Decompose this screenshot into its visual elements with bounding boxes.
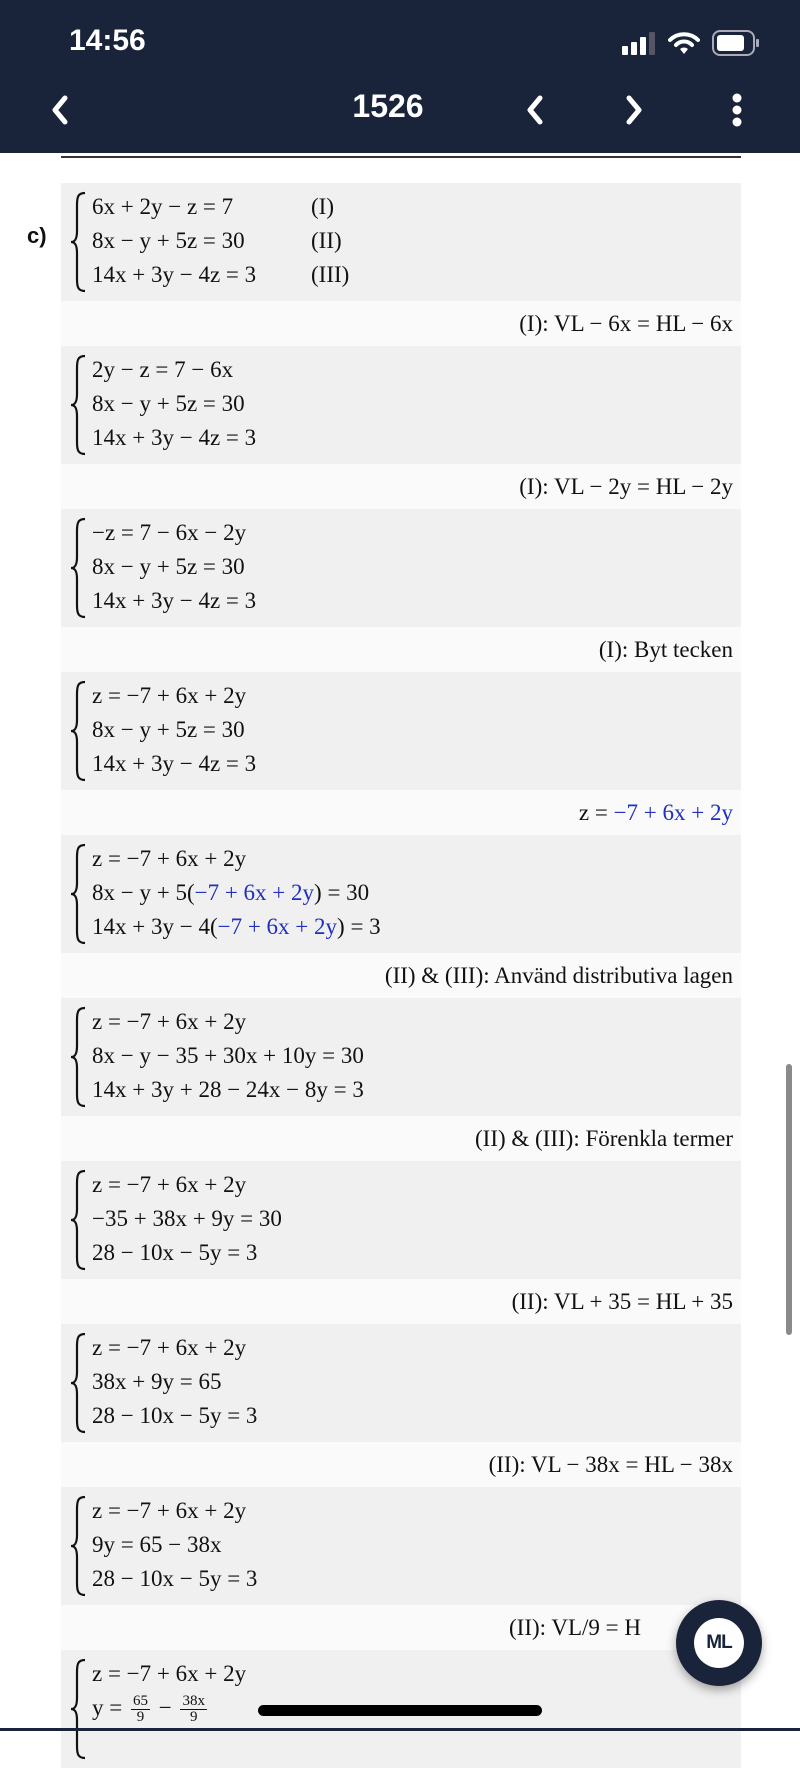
brace-icon xyxy=(69,354,87,456)
equation-line xyxy=(92,516,256,550)
equation-tag: (I) xyxy=(311,194,334,219)
equation-line xyxy=(92,1562,257,1596)
equation-text: 8x − y + 5( xyxy=(92,880,195,905)
scrollbar[interactable] xyxy=(786,1064,792,1335)
caption-text: (II): VL/9 = H xyxy=(509,1615,641,1640)
equation xyxy=(92,1365,221,1399)
fraction-denominator: 9 xyxy=(189,1709,198,1726)
equation xyxy=(92,258,297,292)
caption-text: (I): VL − 6 xyxy=(519,311,620,336)
equation-line xyxy=(92,679,256,713)
equation-text: z = −7 + 6x + 2y xyxy=(92,1009,247,1034)
equation-text: − xyxy=(152,1694,178,1720)
equation xyxy=(92,1331,246,1365)
equation-text: 14x + 3y − 4z = 3 xyxy=(92,751,257,776)
equation xyxy=(92,1202,282,1236)
equation-text: z = −7 + 6x + 2y xyxy=(92,1172,247,1197)
step-caption xyxy=(61,1279,741,1324)
more-options-button[interactable] xyxy=(722,92,752,128)
signal-icon xyxy=(622,31,656,55)
equation-lines xyxy=(92,1331,257,1433)
equation-text: z = −7 + 6x + 2y xyxy=(92,1335,247,1360)
caption-text: x xyxy=(721,311,733,336)
brace-icon xyxy=(69,517,87,619)
page-title: 1526 xyxy=(352,88,424,124)
fraction xyxy=(180,1694,207,1725)
caption-text: (I): Byt tecken xyxy=(598,637,733,662)
equation-line xyxy=(92,1494,257,1528)
problem-label: c) xyxy=(27,223,47,248)
equation-line xyxy=(92,1528,257,1562)
brace-icon xyxy=(69,1169,87,1271)
caption-text: y xyxy=(721,474,733,499)
equation-text: z = −7 + 6x + 2y xyxy=(92,1498,247,1523)
equation-line xyxy=(92,1657,246,1691)
step-caption xyxy=(61,953,741,998)
caption-text: (I): VL − 2 xyxy=(519,474,620,499)
equation-system xyxy=(61,1487,741,1605)
equation-line xyxy=(92,1365,257,1399)
caption-text: (II): VL + 35 = HL + 35 xyxy=(511,1289,733,1314)
step-caption xyxy=(61,301,741,346)
substituted-expression: −7 + 6x + 2y xyxy=(194,880,315,905)
equation-line xyxy=(92,1691,246,1725)
caption-text: z = xyxy=(578,800,614,825)
caption-text: y xyxy=(619,474,632,499)
equation-text: z = −7 + 6x + 2y xyxy=(92,683,247,708)
equation xyxy=(92,1005,246,1039)
step-caption xyxy=(61,627,741,672)
equation xyxy=(92,1236,257,1270)
equation-text: 8x − y + 5z = 30 xyxy=(92,228,245,253)
step-caption xyxy=(61,1442,741,1487)
equation-system xyxy=(61,1161,741,1279)
equation xyxy=(92,387,245,421)
home-indicator xyxy=(258,1705,542,1716)
equation-tag: (III) xyxy=(311,262,350,287)
equation-text: 2y − z = 7 − 6x xyxy=(92,357,234,382)
battery-icon xyxy=(712,30,760,56)
equation-line xyxy=(92,421,256,455)
equation xyxy=(92,679,246,713)
equation xyxy=(92,910,381,944)
caption-text: (II): VL − 38 xyxy=(488,1452,609,1477)
equation-line xyxy=(92,1073,364,1107)
status-icons xyxy=(622,30,760,56)
equation-text: 8x − y + 5z = 30 xyxy=(92,391,245,416)
equation-text: ) = 3 xyxy=(337,914,381,939)
equation-lines xyxy=(92,1168,282,1270)
brace-icon xyxy=(69,843,87,945)
equation xyxy=(92,1039,364,1073)
equation-text: −35 + 38x + 9y = 30 xyxy=(92,1206,282,1231)
equation-system xyxy=(61,672,741,790)
section-divider xyxy=(61,156,741,158)
equation-text: −z = 7 − 6x − 2y xyxy=(92,520,247,545)
equation-line xyxy=(92,842,381,876)
substituted-expression: −7 + 6x + 2y xyxy=(217,914,338,939)
equation xyxy=(92,876,369,910)
equation-lines xyxy=(92,679,256,781)
equation-system xyxy=(61,346,741,464)
equation-text: 6x + 2y − z = 7 xyxy=(92,194,234,219)
equation-text: 14x + 3y − 4z = 3 xyxy=(92,588,257,613)
step-caption xyxy=(61,464,741,509)
fraction xyxy=(131,1694,150,1725)
equation xyxy=(92,747,256,781)
brace-icon xyxy=(69,1332,87,1434)
equation xyxy=(92,584,256,618)
equation-line xyxy=(92,1236,282,1270)
brace-icon xyxy=(69,1495,87,1597)
equation-text: 28 − 10x − 5y = 3 xyxy=(92,1240,258,1265)
fraction-numerator: 38x xyxy=(182,1693,205,1710)
equation-line xyxy=(92,1168,282,1202)
step-caption xyxy=(61,790,741,835)
caption-text: = HL − 6 xyxy=(631,311,722,336)
equation-system xyxy=(61,1324,741,1442)
equation xyxy=(92,1528,221,1562)
equation-text: 8x − y + 5z = 30 xyxy=(92,554,245,579)
equation-line xyxy=(92,387,256,421)
equation-lines xyxy=(92,516,256,618)
equation-text: 8x − y + 5z = 30 xyxy=(92,717,245,742)
brace-icon xyxy=(69,680,87,782)
equation xyxy=(92,1168,246,1202)
equation-line xyxy=(92,910,381,944)
equation xyxy=(92,1562,257,1596)
equation-text: y = xyxy=(92,1694,128,1720)
equation-line xyxy=(92,1005,364,1039)
equation-line xyxy=(92,550,256,584)
equation-line xyxy=(92,190,349,224)
caption-text: x xyxy=(608,1452,620,1477)
equation-text: 28 − 10x − 5y = 3 xyxy=(92,1566,258,1591)
equation-system xyxy=(61,835,741,953)
equation-text: 28 − 10x − 5y = 3 xyxy=(92,1403,258,1428)
equation-line xyxy=(92,1399,257,1433)
equation-line xyxy=(92,713,256,747)
ml-floating-button[interactable] xyxy=(676,1600,762,1686)
equation-line xyxy=(92,1331,257,1365)
equation xyxy=(92,1494,246,1528)
equation-line xyxy=(92,353,256,387)
equation xyxy=(92,842,246,876)
equation-text: z = −7 + 6x + 2y xyxy=(92,1661,247,1686)
equation-text: 14x + 3y − 4z = 3 xyxy=(92,262,257,287)
equation-tag: (II) xyxy=(311,228,342,253)
equation xyxy=(92,353,233,387)
substituted-expression: −7 + 6x + 2y xyxy=(613,800,733,825)
equation-system xyxy=(27,183,741,301)
equation-line xyxy=(92,224,349,258)
equation xyxy=(92,224,297,258)
equation xyxy=(92,1657,246,1691)
chevron-right-icon xyxy=(624,95,644,125)
app-header xyxy=(0,0,800,153)
equation-lines xyxy=(92,842,381,944)
more-vertical-icon xyxy=(731,93,743,127)
equation-text: 14x + 3y + 28 − 24x − 8y = 3 xyxy=(92,1077,364,1102)
ml-logo: ML xyxy=(694,1618,744,1668)
status-time: 14:56 xyxy=(69,24,146,57)
equation-lines xyxy=(92,1657,246,1759)
equation xyxy=(92,550,245,584)
step-caption xyxy=(61,1605,741,1650)
equation-line xyxy=(92,1202,282,1236)
equation-system xyxy=(61,509,741,627)
fraction-denominator: 9 xyxy=(136,1709,145,1726)
equation-lines xyxy=(92,190,349,292)
next-button[interactable] xyxy=(619,92,649,128)
wifi-icon xyxy=(668,31,700,55)
previous-button[interactable] xyxy=(520,92,550,128)
equation-line xyxy=(92,258,349,292)
equation-text: 14x + 3y − 4z = 3 xyxy=(92,425,257,450)
step-caption xyxy=(61,1116,741,1161)
equation-text: z = −7 + 6x + 2y xyxy=(92,846,247,871)
caption-text: (II) & (III): Använd distributiva lagen xyxy=(384,963,733,988)
equation xyxy=(92,421,256,455)
caption-text: (II) & (III): Förenkla termer xyxy=(475,1126,733,1151)
caption-text: = HL − 2 xyxy=(631,474,722,499)
equation-text: 8x − y − 35 + 30x + 10y = 30 xyxy=(92,1043,364,1068)
equation-line xyxy=(92,1039,364,1073)
equation-text: ) = 30 xyxy=(314,880,370,905)
fraction-numerator: 65 xyxy=(132,1693,148,1710)
equation xyxy=(92,1073,364,1107)
caption-text: = HL − 38 xyxy=(619,1452,722,1477)
equation xyxy=(92,1399,257,1433)
equation xyxy=(92,1691,210,1725)
equation-line xyxy=(92,747,256,781)
equation-lines xyxy=(92,353,256,455)
solution-steps xyxy=(0,183,800,1768)
equation-system xyxy=(61,998,741,1116)
caption-text: x xyxy=(721,1452,733,1477)
brace-icon xyxy=(69,1658,87,1760)
equation-line xyxy=(92,584,256,618)
equation-lines xyxy=(92,1494,257,1596)
equation-text: 38x + 9y = 65 xyxy=(92,1369,222,1394)
equation xyxy=(92,516,246,550)
equation-line xyxy=(92,876,381,910)
equation xyxy=(92,713,245,747)
chevron-left-icon xyxy=(525,95,545,125)
caption-text: x xyxy=(619,311,632,336)
equation-lines xyxy=(92,1005,364,1107)
equation-text: 14x + 3y − 4( xyxy=(92,914,218,939)
brace-icon xyxy=(69,191,87,293)
equation-text: 9y = 65 − 38x xyxy=(92,1532,222,1557)
equation xyxy=(92,190,297,224)
brace-icon xyxy=(69,1006,87,1108)
